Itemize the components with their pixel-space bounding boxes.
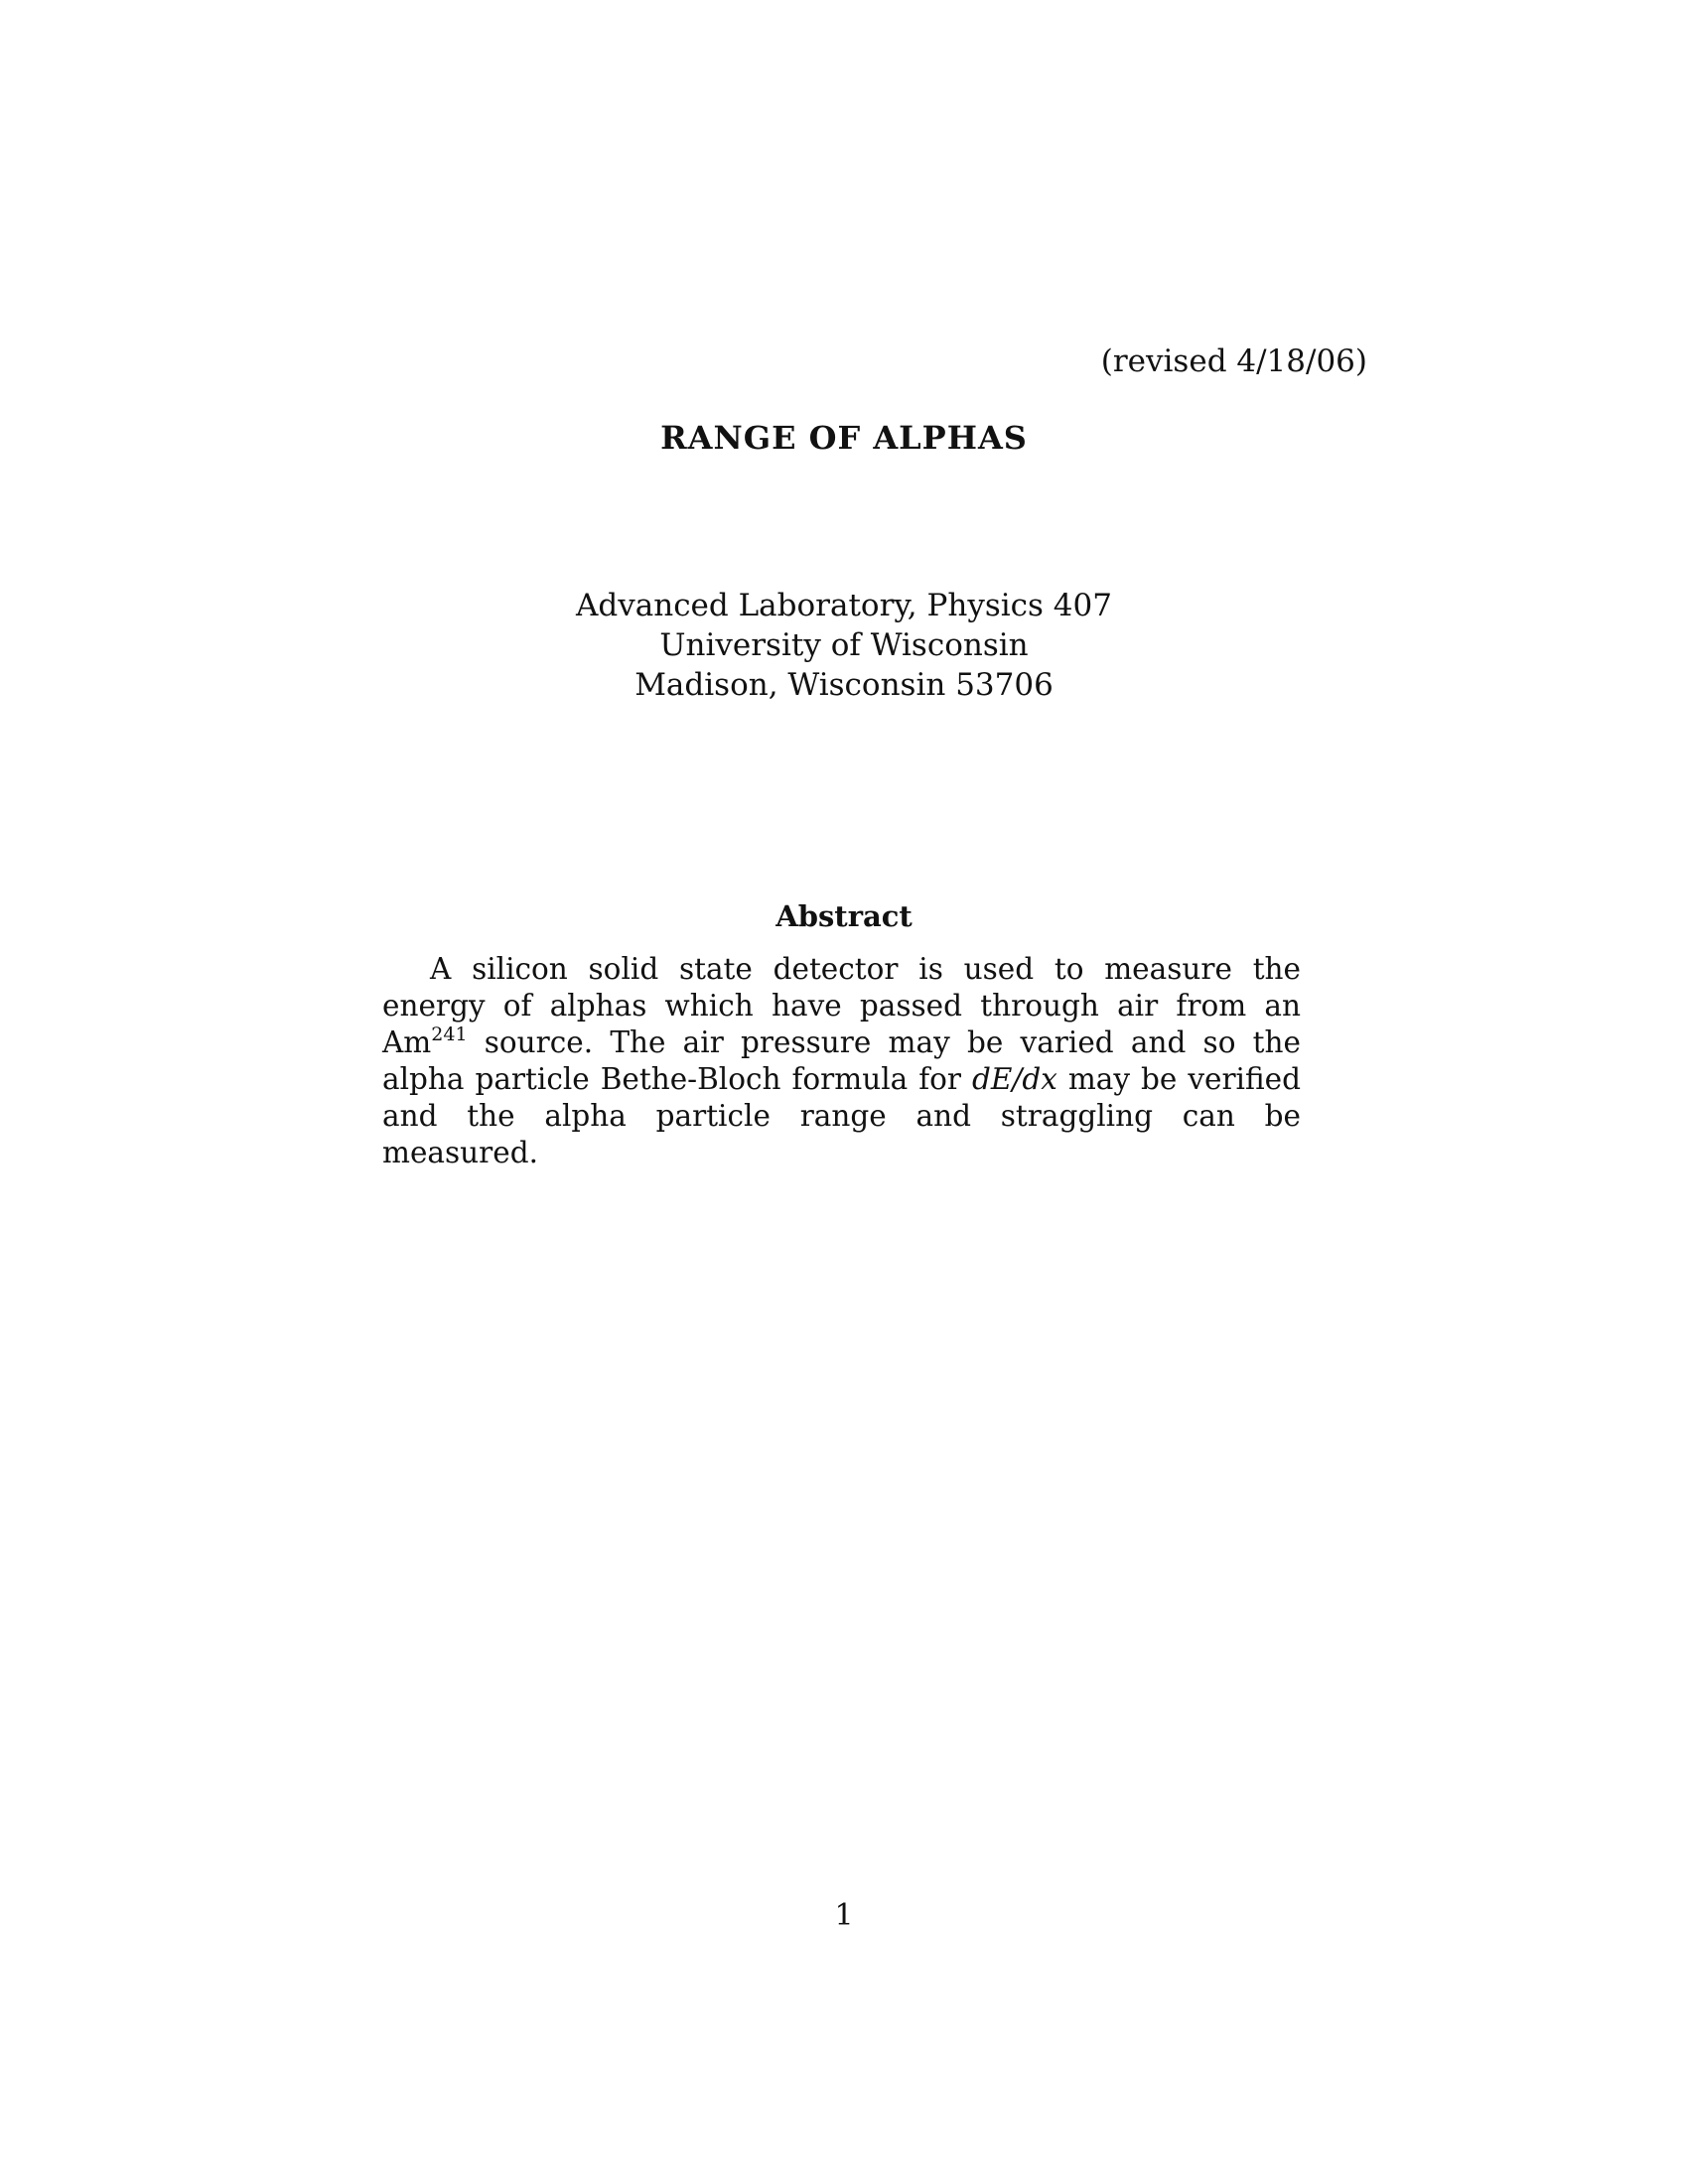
affiliation-line-university: University of Wisconsin [659, 627, 1029, 663]
revision-date: (revised 4/18/06) [1100, 343, 1367, 379]
page-number: 1 [834, 1898, 854, 1933]
affiliation-block [0, 586, 1688, 705]
abstract-text-part1: A silicon solid state detector is used to measure the energy of alphas which have passed through air from an Am [382, 952, 1301, 1059]
abstract-body [382, 951, 1301, 1171]
abstract-text-part2: source. The air pressure may be varied and so the alpha particle Bethe-Bloch formula for [382, 1025, 1301, 1096]
paper-title: RANGE OF ALPHAS [660, 419, 1028, 457]
abstract-heading: Abstract [775, 899, 913, 933]
affiliation-line-address: Madison, Wisconsin 53706 [634, 667, 1054, 703]
math-dedx: dE/dx [971, 1062, 1057, 1096]
affiliation-line-course: Advanced Laboratory, Physics 407 [576, 588, 1112, 623]
isotope-superscript: 241 [431, 1024, 468, 1045]
abstract-text-part3: may be verified and the alpha particle range and straggling can be measured. [382, 1062, 1301, 1169]
